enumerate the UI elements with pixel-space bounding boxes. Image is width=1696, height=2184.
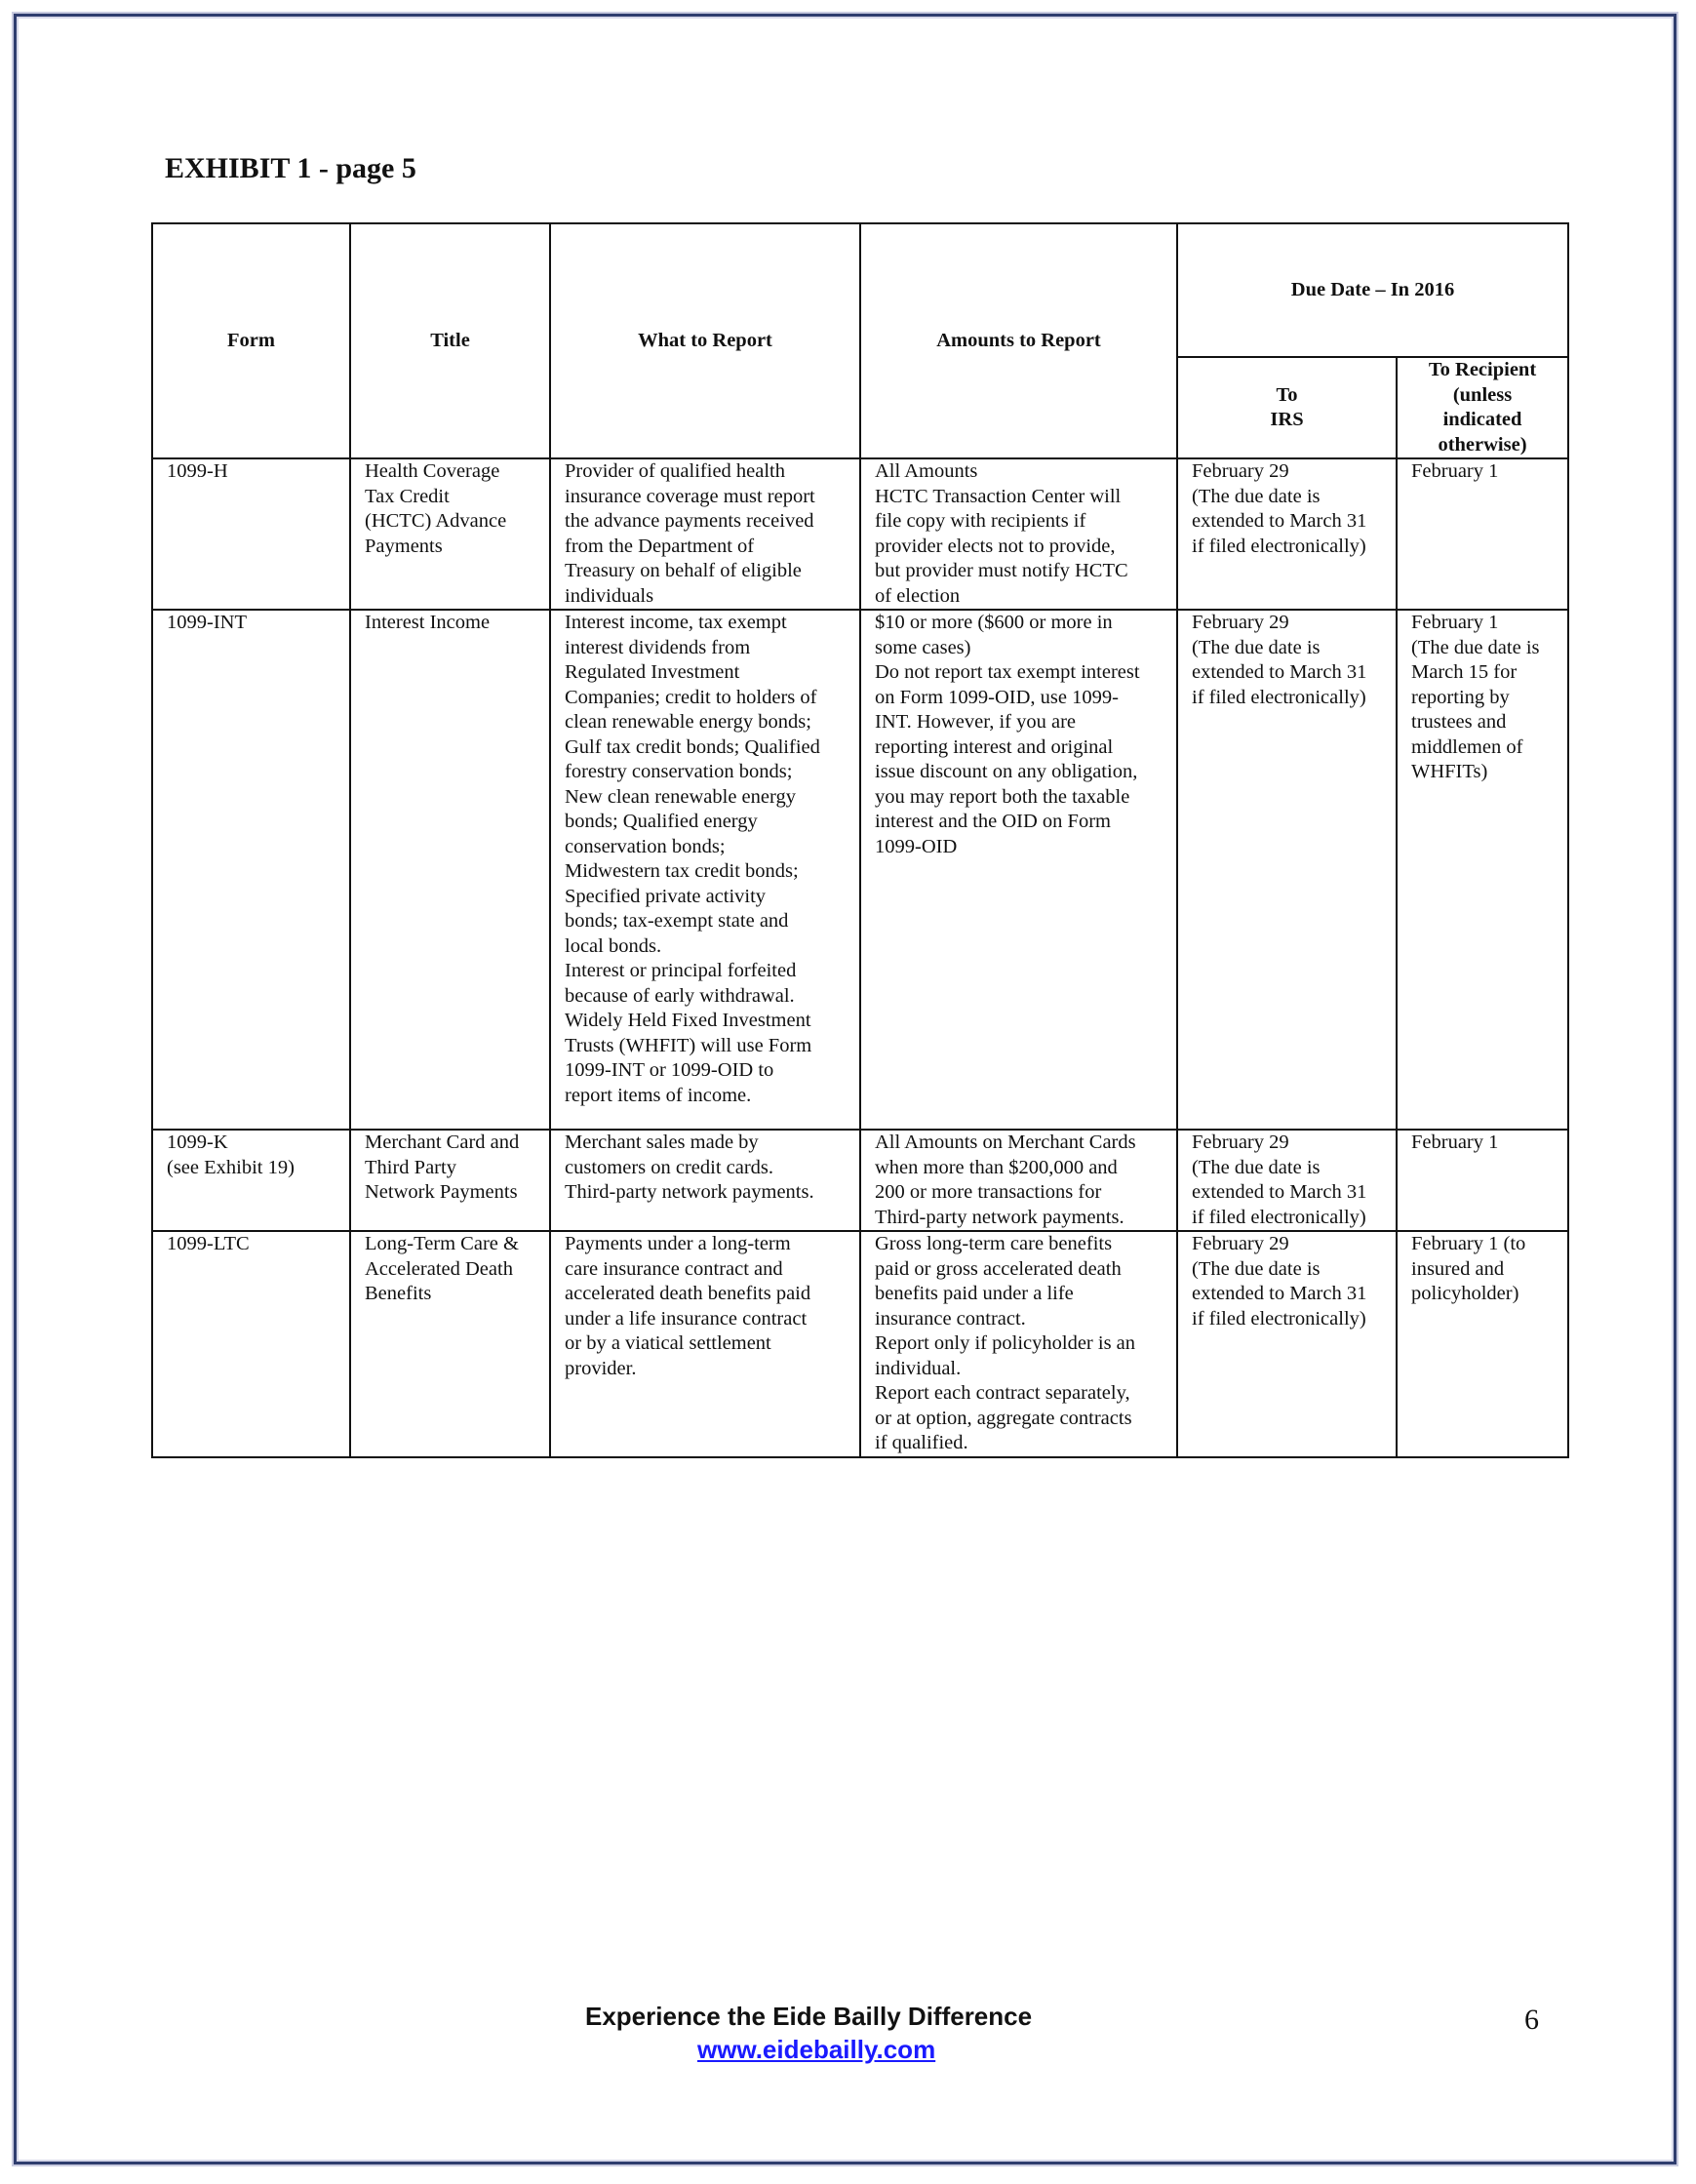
cell-line: you may report both the taxable xyxy=(875,785,1130,808)
cell-line: INT. However, if you are xyxy=(875,711,1076,733)
cell-line: when more than $200,000 and xyxy=(875,1156,1118,1178)
cell-line: interest and the OID on Form xyxy=(875,811,1111,832)
cell-line: February 1 xyxy=(1411,612,1499,633)
header-line: To Recipient xyxy=(1428,359,1537,380)
cell-form xyxy=(152,610,350,1130)
cell-line: clean renewable energy bonds; xyxy=(565,711,811,733)
cell-line: report items of income. xyxy=(565,1084,752,1106)
cell-form xyxy=(152,1130,350,1231)
cell-form xyxy=(152,458,350,610)
cell-line: (The due date is xyxy=(1192,1257,1321,1280)
cell-line: Network Payments xyxy=(365,1181,518,1203)
cell-due-to-recipient xyxy=(1397,1130,1568,1231)
cell-line: under a life insurance contract xyxy=(565,1307,808,1330)
cell-line: Companies; credit to holders of xyxy=(565,686,817,708)
cell-line: the advance payments received xyxy=(565,510,814,532)
cell-line: (The due date is xyxy=(1192,1156,1321,1178)
cell-line: WHFITs) xyxy=(1411,761,1488,782)
cell-line: Merchant Card and xyxy=(365,1132,520,1153)
cell-line: February 29 xyxy=(1192,612,1289,633)
cell-line: extended to March 31 xyxy=(1192,1283,1367,1304)
cell-line: Accelerated Death xyxy=(365,1257,513,1280)
cell-line: 1099-OID xyxy=(875,835,958,857)
cell-line: 1099-INT or 1099-OID to xyxy=(565,1059,774,1081)
cell-line: Benefits xyxy=(365,1283,432,1304)
header-line: (unless xyxy=(1452,383,1513,406)
cell-line: but provider must notify HCTC xyxy=(875,560,1128,581)
cell-line: Trusts (WHFIT) will use Form xyxy=(565,1034,812,1056)
header-to-irs xyxy=(1177,357,1397,458)
cell-amounts-to-report xyxy=(860,610,1177,1130)
cell-line: of election xyxy=(875,584,961,607)
cell-amounts-to-report xyxy=(860,1231,1177,1457)
header-title: Title xyxy=(350,223,550,458)
cell-line: 1099-INT xyxy=(167,612,247,633)
cell-form xyxy=(152,1231,350,1457)
cell-line: Payments xyxy=(365,535,443,557)
cell-line: insurance contract. xyxy=(875,1307,1026,1330)
cell-line: Report each contract separately, xyxy=(875,1382,1130,1404)
cell-what-to-report xyxy=(550,1130,860,1231)
cell-due-to-recipient xyxy=(1397,1231,1568,1457)
cell-line: extended to March 31 xyxy=(1192,510,1367,532)
cell-line: Report only if policyholder is an xyxy=(875,1332,1136,1354)
cell-line: Interest or principal forfeited xyxy=(565,960,797,981)
cell-what-to-report xyxy=(550,458,860,610)
footer-brand: Experience the Eide Bailly Difference xyxy=(585,2002,1033,2031)
cell-line: $10 or more ($600 or more in xyxy=(875,612,1113,633)
cell-what-to-report xyxy=(550,610,860,1130)
cell-line: Merchant sales made by xyxy=(565,1132,759,1153)
cell-title xyxy=(350,1130,550,1231)
cell-line: February 29 xyxy=(1192,1233,1289,1254)
cell-line: or by a viatical settlement xyxy=(565,1332,771,1354)
cell-line: forestry conservation bonds; xyxy=(565,761,793,782)
header-line: IRS xyxy=(1270,409,1304,430)
cell-line: policyholder) xyxy=(1411,1283,1519,1304)
cell-line: care insurance contract and xyxy=(565,1257,783,1280)
table-row xyxy=(152,1130,1568,1231)
cell-line: 1099-K xyxy=(167,1132,228,1153)
cell-line: from the Department of xyxy=(565,535,755,557)
cell-line: because of early withdrawal. xyxy=(565,984,795,1007)
header-line: To xyxy=(1276,383,1298,406)
cell-line: middlemen of xyxy=(1411,735,1523,758)
cell-line: trustees and xyxy=(1411,711,1507,733)
cell-due-to-recipient xyxy=(1397,610,1568,1130)
cell-line: Treasury on behalf of eligible xyxy=(565,560,802,581)
header-what-to-report: What to Report xyxy=(550,223,860,458)
cell-what-to-report xyxy=(550,1231,860,1457)
cell-line: Third-party network payments. xyxy=(565,1181,814,1203)
cell-line: Widely Held Fixed Investment xyxy=(565,1010,811,1031)
cell-line: paid or gross accelerated death xyxy=(875,1257,1122,1280)
cell-line: if filed electronically) xyxy=(1192,686,1366,708)
cell-line: reporting by xyxy=(1411,686,1510,708)
page-number: 6 xyxy=(1524,2004,1539,2036)
cell-line: 1099-LTC xyxy=(167,1233,250,1254)
cell-line: if qualified. xyxy=(875,1432,968,1453)
cell-line: 1099-H xyxy=(167,460,228,482)
cell-line: Interest income, tax exempt xyxy=(565,612,787,633)
cell-due-to-irs xyxy=(1177,1231,1397,1457)
cell-line: (HCTC) Advance xyxy=(365,510,507,532)
header-form: Form xyxy=(152,223,350,458)
cell-line: extended to March 31 xyxy=(1192,1181,1367,1203)
cell-title xyxy=(350,610,550,1130)
cell-amounts-to-report xyxy=(860,1130,1177,1231)
cell-title xyxy=(350,1231,550,1457)
cell-line: extended to March 31 xyxy=(1192,661,1367,683)
cell-line: Provider of qualified health xyxy=(565,460,786,482)
header-line: indicated xyxy=(1442,409,1522,430)
cell-title xyxy=(350,458,550,610)
cell-line: February 1 xyxy=(1411,460,1499,482)
cell-line: provider. xyxy=(565,1357,637,1379)
cell-line: issue discount on any obligation, xyxy=(875,761,1138,782)
cell-line: local bonds. xyxy=(565,934,662,957)
cell-line: customers on credit cards. xyxy=(565,1156,774,1178)
cell-line: Gulf tax credit bonds; Qualified xyxy=(565,735,820,758)
cell-line: New clean renewable energy xyxy=(565,785,796,808)
table-row xyxy=(152,610,1568,1130)
cell-line: reporting interest and original xyxy=(875,735,1114,758)
cell-line: accelerated death benefits paid xyxy=(565,1283,811,1304)
cell-line: (see Exhibit 19) xyxy=(167,1156,295,1178)
cell-line: some cases) xyxy=(875,636,971,658)
cell-line: Payments under a long-term xyxy=(565,1233,791,1254)
cell-line: or at option, aggregate contracts xyxy=(875,1407,1132,1429)
cell-due-to-irs xyxy=(1177,458,1397,610)
cell-line: Do not report tax exempt interest xyxy=(875,661,1140,683)
table-body xyxy=(152,458,1568,1457)
cell-line: benefits paid under a life xyxy=(875,1283,1074,1304)
cell-line: (The due date is xyxy=(1411,636,1540,658)
cell-line: Third Party xyxy=(365,1156,456,1178)
cell-line: insured and xyxy=(1411,1257,1505,1280)
cell-line: February 1 xyxy=(1411,1132,1499,1153)
cell-line: bonds; Qualified energy xyxy=(565,811,758,832)
header-to-recipient xyxy=(1397,357,1568,458)
cell-line: individuals xyxy=(565,584,654,607)
cell-line: March 15 for xyxy=(1411,661,1518,683)
filing-requirements-table xyxy=(151,222,1569,1458)
cell-amounts-to-report xyxy=(860,458,1177,610)
cell-line: Interest Income xyxy=(365,612,491,633)
header-due-date: Due Date – In 2016 xyxy=(1177,223,1568,357)
footer-website-link[interactable]: www.eidebailly.com xyxy=(697,2035,936,2064)
table-row xyxy=(152,458,1568,610)
cell-line: Long-Term Care & xyxy=(365,1233,519,1254)
cell-line: 200 or more transactions for xyxy=(875,1181,1102,1203)
cell-line: Gross long-term care benefits xyxy=(875,1233,1113,1254)
cell-line: Specified private activity xyxy=(565,885,767,907)
cell-line: insurance coverage must report xyxy=(565,485,815,507)
cell-due-to-irs xyxy=(1177,610,1397,1130)
cell-line: file copy with recipients if xyxy=(875,510,1086,532)
cell-due-to-recipient xyxy=(1397,458,1568,610)
cell-line: (The due date is xyxy=(1192,636,1321,658)
cell-line: provider elects not to provide, xyxy=(875,535,1116,557)
cell-line: if filed electronically) xyxy=(1192,1206,1366,1228)
cell-line: All Amounts on Merchant Cards xyxy=(875,1132,1136,1153)
cell-line: Regulated Investment xyxy=(565,661,740,683)
cell-line: Health Coverage xyxy=(365,460,500,482)
cell-line: February 29 xyxy=(1192,1132,1289,1153)
header-line: otherwise) xyxy=(1438,433,1527,456)
cell-line: Tax Credit xyxy=(365,485,450,507)
cell-line: Third-party network payments. xyxy=(875,1206,1124,1228)
exhibit-title: EXHIBIT 1 - page 5 xyxy=(165,152,416,184)
cell-line: (The due date is xyxy=(1192,485,1321,507)
cell-line: if filed electronically) xyxy=(1192,535,1366,557)
cell-due-to-irs xyxy=(1177,1130,1397,1231)
cell-line: All Amounts xyxy=(875,460,978,482)
cell-line: individual. xyxy=(875,1357,962,1379)
cell-line: February 29 xyxy=(1192,460,1289,482)
cell-line: HCTC Transaction Center will xyxy=(875,485,1122,507)
cell-line: bonds; tax-exempt state and xyxy=(565,910,789,932)
cell-line: interest dividends from xyxy=(565,636,751,658)
cell-line: Midwestern tax credit bonds; xyxy=(565,860,799,882)
cell-line: conservation bonds; xyxy=(565,835,726,857)
cell-line: February 1 (to xyxy=(1411,1233,1526,1254)
header-amounts-to-report: Amounts to Report xyxy=(860,223,1177,458)
table-row xyxy=(152,1231,1568,1457)
cell-line: if filed electronically) xyxy=(1192,1307,1366,1330)
cell-line: on Form 1099-OID, use 1099- xyxy=(875,686,1119,708)
